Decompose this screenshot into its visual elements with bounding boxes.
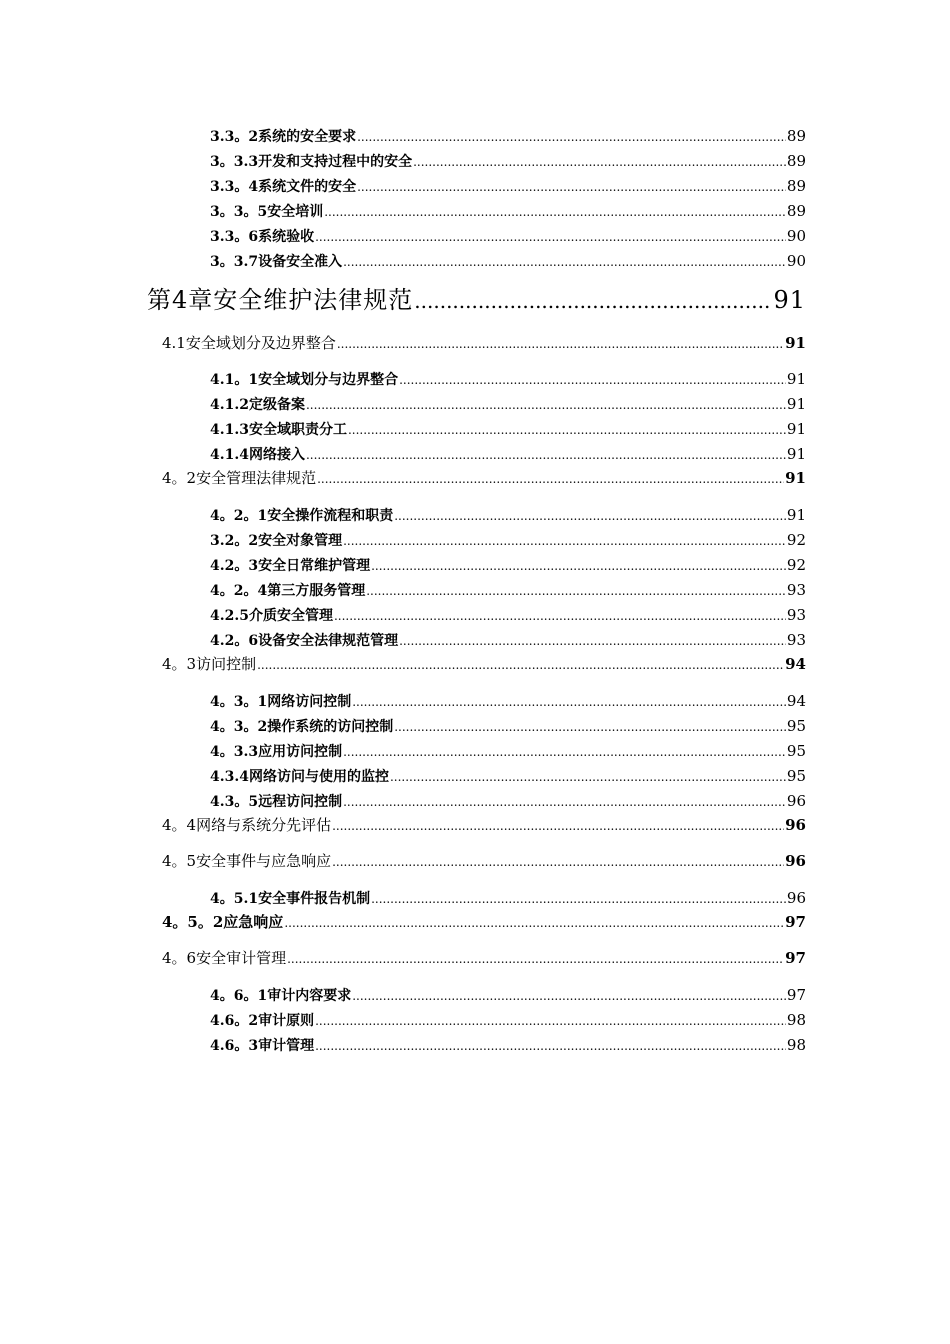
toc-entry-page: 96 <box>785 816 806 834</box>
toc-entry-page: 96 <box>785 852 806 870</box>
toc-entry[interactable] <box>210 608 806 623</box>
toc-entry-page: 97 <box>786 986 806 1004</box>
toc-entry-title: 4.1.2定级备案 <box>210 397 305 413</box>
toc-entry-page: 96 <box>786 889 806 907</box>
toc-entry-title: 3.3。2系统的安全要求 <box>210 129 357 145</box>
dot-leader <box>315 1040 786 1052</box>
dot-leader <box>306 449 786 461</box>
toc-entry[interactable] <box>210 1038 806 1053</box>
toc-entry-page: 91 <box>773 286 806 314</box>
toc-entry-page: 96 <box>786 792 806 810</box>
dot-leader <box>332 820 784 832</box>
toc-entry[interactable] <box>210 558 806 573</box>
toc-entry-title: 4。6安全审计管理 <box>162 949 287 967</box>
toc-entry-title: 4.1。1安全域划分与边界整合 <box>210 372 399 388</box>
toc-entry-page: 91 <box>786 506 806 524</box>
toc-section-entry[interactable] <box>162 915 806 930</box>
toc-entry-title: 4.6。3审计管理 <box>210 1038 315 1054</box>
toc-entry[interactable] <box>210 891 806 906</box>
dot-leader <box>414 291 772 311</box>
toc-entry-page: 98 <box>786 1011 806 1029</box>
toc-entry-title: 4。5安全事件与应急响应 <box>162 852 332 870</box>
toc-entry-title: 3。3。5安全培训 <box>210 204 324 220</box>
toc-entry-page: 93 <box>786 606 806 624</box>
toc-entry[interactable] <box>210 229 806 244</box>
dot-leader <box>352 696 786 708</box>
dot-leader <box>337 338 784 350</box>
toc-entry[interactable] <box>210 744 806 759</box>
toc-entry-page: 95 <box>786 767 806 785</box>
toc-entry-title: 4.1.3安全域职责分工 <box>210 422 347 438</box>
toc-entry-page: 91 <box>785 334 806 352</box>
toc-entry[interactable] <box>210 794 806 809</box>
toc-entry-title: 第4章安全维护法律规范 <box>147 286 414 314</box>
toc-entry-page: 91 <box>786 420 806 438</box>
toc-entry[interactable] <box>210 372 806 387</box>
toc-entry-page: 93 <box>786 631 806 649</box>
toc-entry-title: 4。2。4第三方服务管理 <box>210 583 366 599</box>
toc-entry-page: 91 <box>786 395 806 413</box>
toc-entry-page: 98 <box>786 1036 806 1054</box>
toc-entry-page: 94 <box>785 655 806 673</box>
toc-entry[interactable] <box>210 179 806 194</box>
toc-entry-title: 3.2。2安全对象管理 <box>210 533 343 549</box>
toc-entry[interactable] <box>210 422 806 437</box>
toc-entry-title: 4。2。1安全操作流程和职责 <box>210 508 394 524</box>
toc-entry-page: 89 <box>786 127 806 145</box>
dot-leader <box>343 535 786 547</box>
toc-entry[interactable] <box>210 633 806 648</box>
dot-leader <box>306 399 786 411</box>
toc-entry[interactable] <box>210 508 806 523</box>
toc-entry[interactable] <box>210 397 806 412</box>
toc-section-entry[interactable] <box>162 951 806 966</box>
dot-leader <box>284 917 784 929</box>
toc-entry-page: 89 <box>786 202 806 220</box>
dot-leader <box>257 659 784 671</box>
dot-leader <box>324 206 786 218</box>
dot-leader <box>343 796 786 808</box>
dot-leader <box>399 374 786 386</box>
dot-leader <box>352 990 786 1002</box>
toc-entry[interactable] <box>210 719 806 734</box>
dot-leader <box>399 635 786 647</box>
dot-leader <box>343 746 786 758</box>
toc-entry-page: 95 <box>786 717 806 735</box>
toc-entry-title: 4。3。2操作系统的访问控制 <box>210 719 394 735</box>
toc-entry-title: 4。2安全管理法律规范 <box>162 469 317 487</box>
dot-leader <box>366 585 786 597</box>
toc-entry[interactable] <box>210 769 806 784</box>
dot-leader <box>348 424 786 436</box>
toc-entry[interactable] <box>210 533 806 548</box>
toc-section-entry[interactable] <box>162 471 806 486</box>
toc-entry-page: 90 <box>786 227 806 245</box>
toc-section-entry[interactable] <box>162 818 806 833</box>
toc-entry-title: 4。3。1网络访问控制 <box>210 694 352 710</box>
toc-entry-title: 4.3。5远程访问控制 <box>210 794 343 810</box>
dot-leader <box>371 560 786 572</box>
toc-entry-title: 4。5。2应急响应 <box>162 913 284 931</box>
toc-entry-page: 92 <box>786 556 806 574</box>
toc-entry-page: 91 <box>786 445 806 463</box>
toc-section-entry[interactable] <box>162 657 806 672</box>
dot-leader <box>332 856 784 868</box>
toc-entry-title: 4。4网络与系统分先评估 <box>162 816 332 834</box>
dot-leader <box>413 156 786 168</box>
toc-entry[interactable] <box>210 583 806 598</box>
dot-leader <box>394 721 786 733</box>
toc-entry-page: 92 <box>786 531 806 549</box>
toc-entry-title: 4。6。1审计内容要求 <box>210 988 352 1004</box>
toc-entry-title: 4.2.5介质安全管理 <box>210 608 333 624</box>
toc-entry[interactable] <box>210 988 806 1003</box>
dot-leader <box>371 893 786 905</box>
toc-entry-title: 4。5.1安全事件报告机制 <box>210 891 371 907</box>
toc-entry-page: 89 <box>786 152 806 170</box>
toc-chapter-entry[interactable] <box>147 288 806 312</box>
toc-entry-title: 4.3.4网络访问与使用的监控 <box>210 769 389 785</box>
toc-entry-title: 4.6。2审计原则 <box>210 1013 315 1029</box>
toc-entry[interactable] <box>210 204 806 219</box>
toc-entry-page: 93 <box>786 581 806 599</box>
toc-entry-page: 89 <box>786 177 806 195</box>
toc-entry-title: 3.3。4系统文件的安全 <box>210 179 357 195</box>
toc-entry-title: 4.2。6设备安全法律规范管理 <box>210 633 399 649</box>
toc-entry-title: 4。3.3应用访问控制 <box>210 744 343 760</box>
toc-entry-title: 3.3。6系统验收 <box>210 229 315 245</box>
dot-leader <box>315 1015 786 1027</box>
dot-leader <box>394 510 786 522</box>
toc-entry-title: 3。3.7设备安全准入 <box>210 254 343 270</box>
dot-leader <box>317 473 784 485</box>
toc-entry-page: 90 <box>786 252 806 270</box>
toc-section-entry[interactable] <box>162 336 806 351</box>
toc-entry-page: 95 <box>786 742 806 760</box>
toc-entry-page: 97 <box>785 949 806 967</box>
toc-entry[interactable] <box>210 154 806 169</box>
toc-entry-page: 94 <box>786 692 806 710</box>
dot-leader <box>357 181 786 193</box>
toc-entry-title: 4.1安全域划分及边界整合 <box>162 334 336 352</box>
toc-entry-title: 4。3访问控制 <box>162 655 257 673</box>
dot-leader <box>287 953 784 965</box>
toc-entry[interactable] <box>210 694 806 709</box>
toc-section-entry[interactable] <box>162 854 806 869</box>
dot-leader <box>390 771 786 783</box>
toc-entry-page: 91 <box>786 370 806 388</box>
dot-leader <box>357 131 786 143</box>
toc-entry-page: 91 <box>785 469 806 487</box>
dot-leader <box>315 231 786 243</box>
toc-entry[interactable] <box>210 1013 806 1028</box>
toc-entry-page: 97 <box>785 913 806 931</box>
toc-entry[interactable] <box>210 447 806 462</box>
dot-leader <box>343 256 786 268</box>
toc-entry-title: 4.1.4网络接入 <box>210 447 305 463</box>
toc-entry-title: 4.2。3安全日常维护管理 <box>210 558 371 574</box>
dot-leader <box>334 610 786 622</box>
toc-entry-title: 3。3.3开发和支持过程中的安全 <box>210 154 413 170</box>
toc-entry[interactable] <box>210 254 806 269</box>
toc-entry[interactable] <box>210 129 806 144</box>
